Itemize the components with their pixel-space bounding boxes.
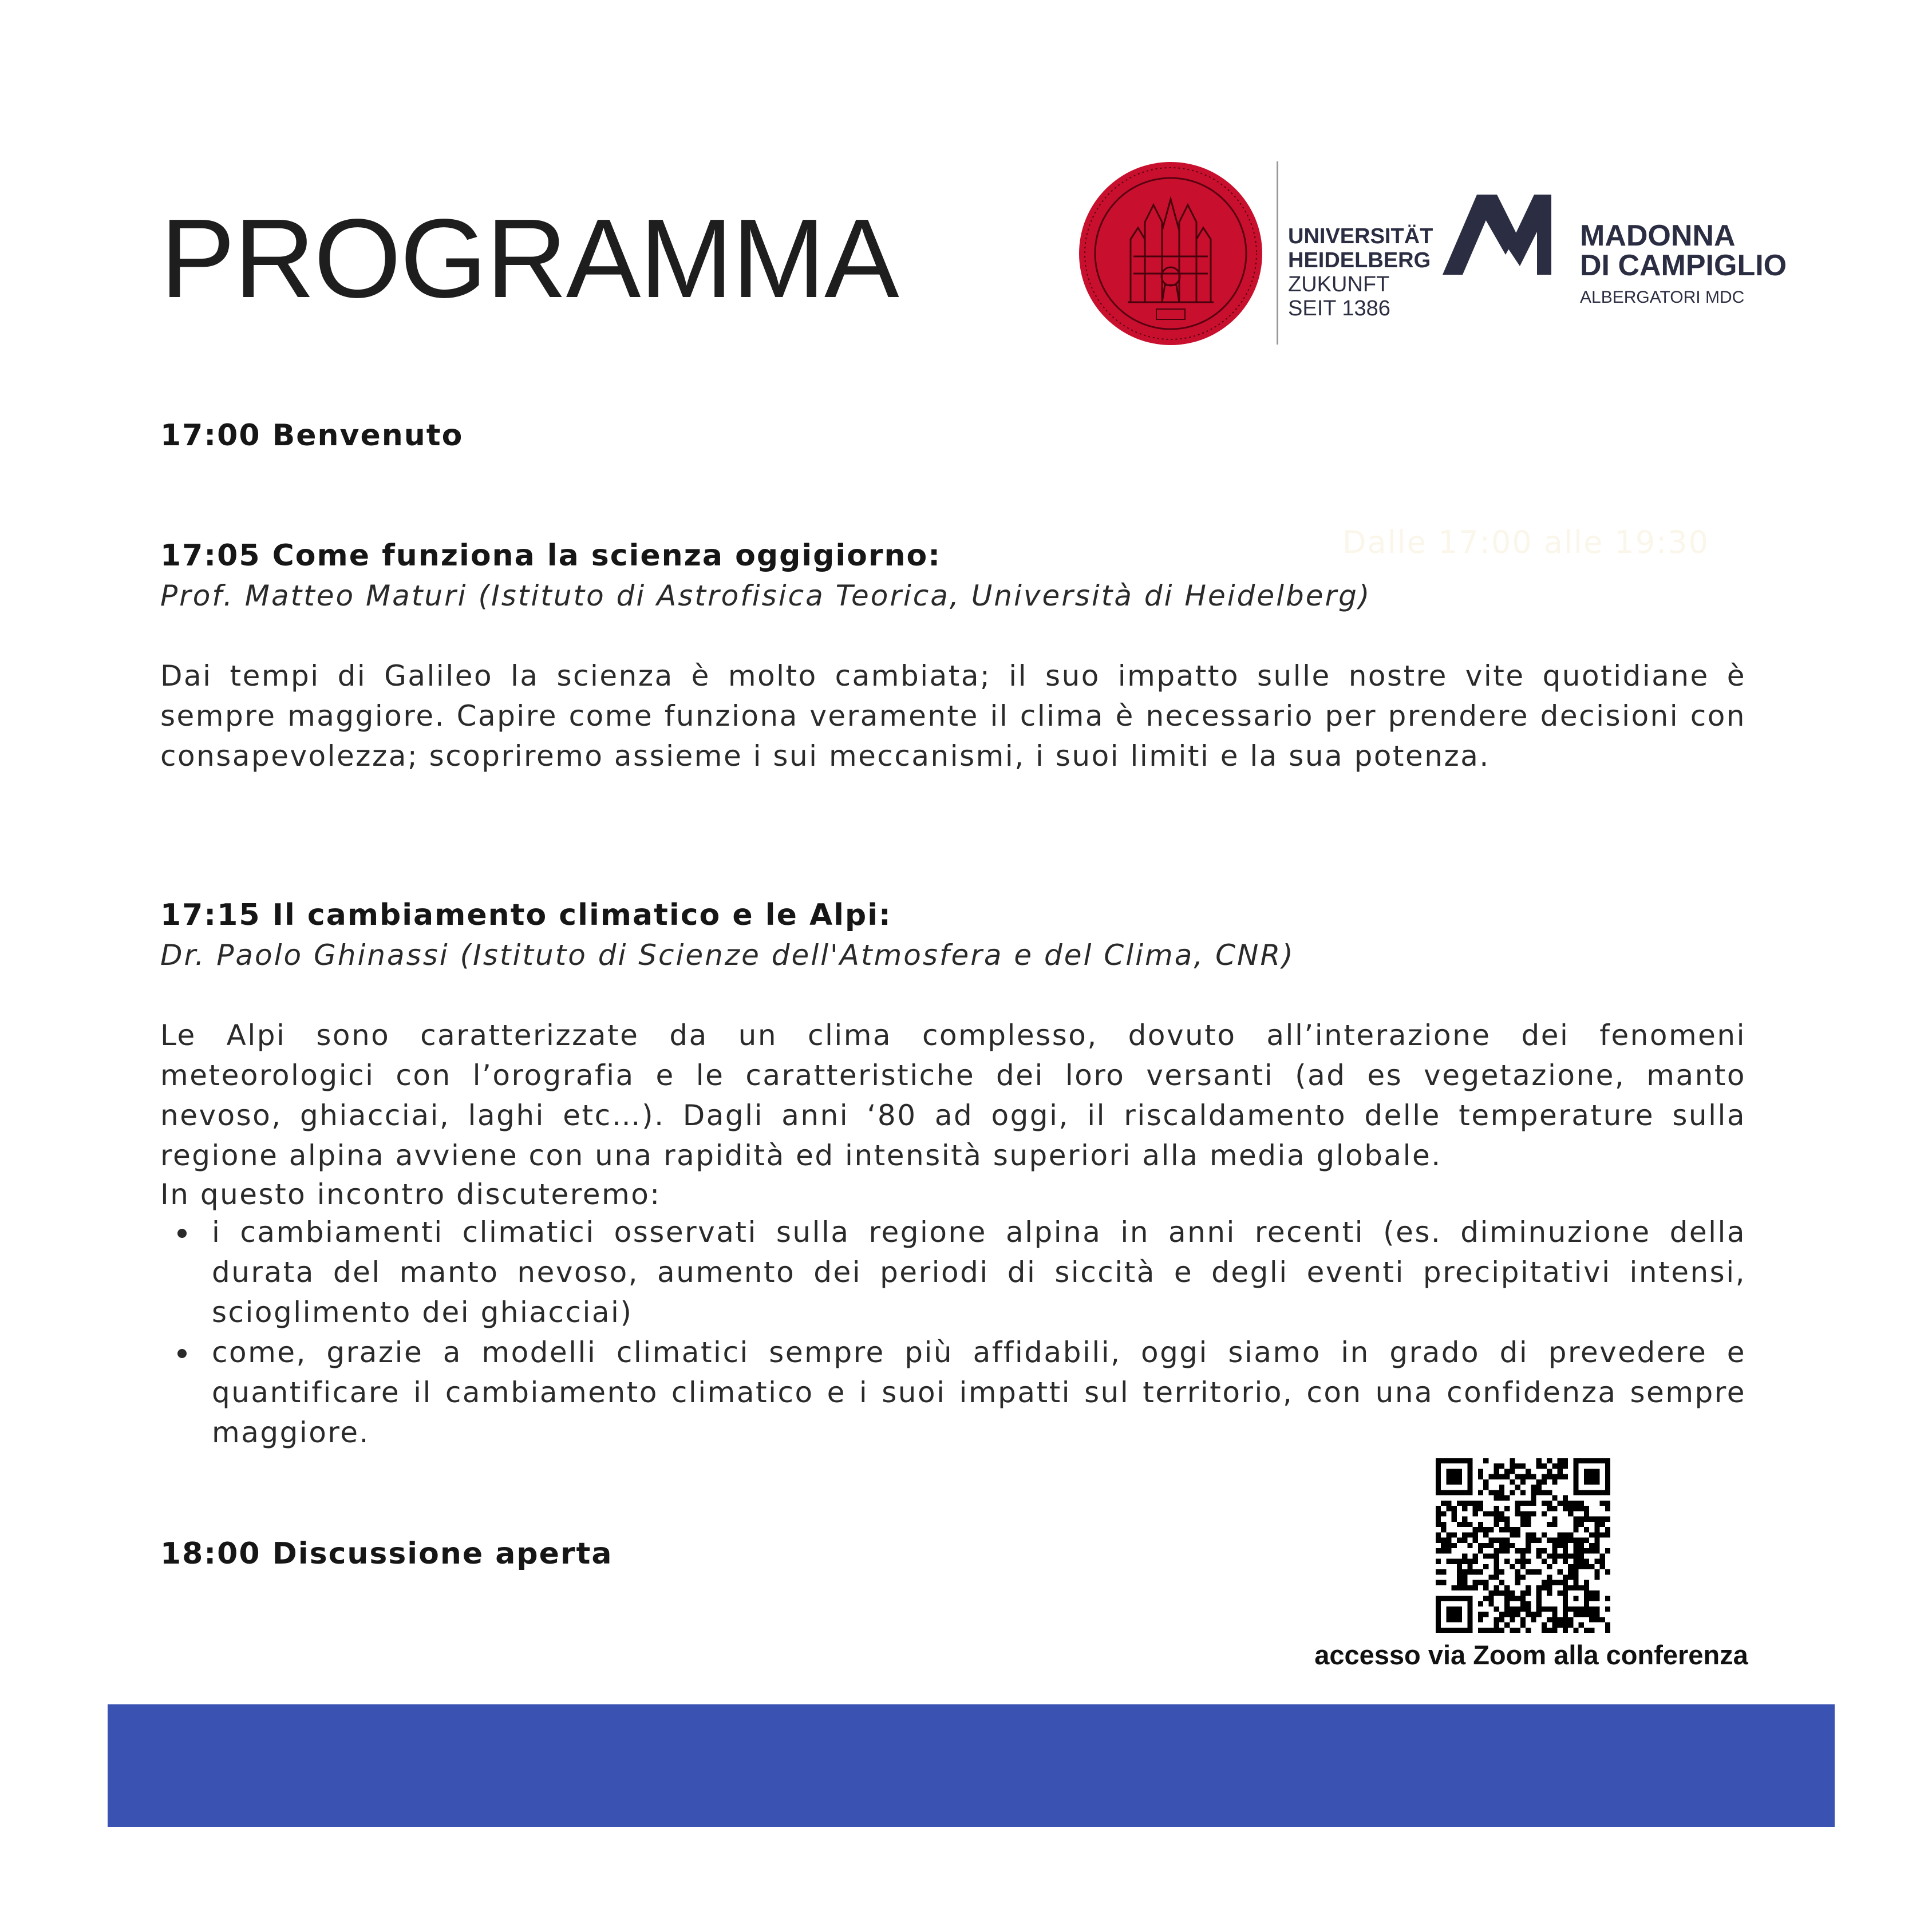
program-item-heading: 17:15 Il cambiamento climatico e le Alpi: [160,898,892,932]
footer-band [108,1704,1835,1827]
mdc-name-line3: ALBERGATORI MDC [1580,288,1745,307]
heidelberg-name-line3: ZUKUNFT [1288,272,1390,296]
mdc-name-line1: MADONNA [1580,219,1736,252]
list-item-text: come, grazie a modelli climatici sempre più affidabili, oggi siamo in grado di prevedere e quantificare il cambiamento climatico e i suoi impatti sul territorio, con una confidenza sempre maggiore. [212,1336,1746,1449]
logo-divider [1277,161,1278,345]
program-item-heading: 17:05 Come funziona la scienza oggigiorno: [160,539,942,573]
program-item-speaker: Prof. Matteo Maturi (Istituto di Astrofisica Teorica, Università di Heidelberg) [160,579,1372,612]
heidelberg-name-line1: UNIVERSITÄT [1288,224,1433,248]
faint-time-range: Dalle 17:00 alle 19:30 [1342,524,1709,560]
qr-code-icon[interactable] [1436,1458,1610,1633]
bullet-dot-icon [177,1229,187,1238]
list-item-text: i cambiamenti climatici osservati sulla regione alpina in anni recenti (es. diminuzione della durata del manto nevoso, aumento dei periodi di siccità e degli eventi precipitativi intensi, scioglimento dei ghiacciai) [212,1216,1746,1329]
page-title: PROGRAMMA [160,196,898,321]
heidelberg-name-line2: HEIDELBERG [1288,248,1431,272]
mdc-mountain-logo [1443,192,1557,278]
heidelberg-seal-logo [1076,159,1265,348]
list-item [160,1332,1746,1453]
qr-caption: accesso via Zoom alla conferenza [1314,1640,1748,1670]
list-item [160,1212,1746,1332]
heidelberg-name-line4: SEIT 1386 [1288,296,1390,320]
program-item-description: Dai tempi di Galileo la scienza è molto cambiata; il suo impatto sulle nostre vite quotidiane è sempre maggiore. Capire come funziona veramente il clima è necessario per prendere decisioni con consapevolezza; scopriremo assieme i sui meccanismi, i suoi limiti e la sua potenza. [160,659,1746,773]
program-item-intro: In questo incontro discuteremo: [160,1178,661,1211]
program-item-bullet-list [160,1212,1746,1453]
bullet-dot-icon [177,1349,187,1358]
program-item-heading: 18:00 Discussione aperta [160,1537,613,1571]
mdc-name-line2: DI CAMPIGLIO [1580,249,1787,282]
program-item-heading: 17:00 Benvenuto [160,418,464,453]
program-item-speaker: Dr. Paolo Ghinassi (Istituto di Scienze dell'Atmosfera e del Clima, CNR) [160,939,1295,972]
program-item-description: Le Alpi sono caratterizzate da un clima complesso, dovuto all’interazione dei fenomeni meteorologici con l’orografia e le caratteristiche dei loro versanti (ad es vegetazione, manto nevoso, ghiacciai, laghi etc…). Dagli anni ‘80 ad oggi, il riscaldamento delle temperature sulla regione alpina avviene con una rapidità ed intensità superiori alla media globale. [160,1019,1746,1172]
